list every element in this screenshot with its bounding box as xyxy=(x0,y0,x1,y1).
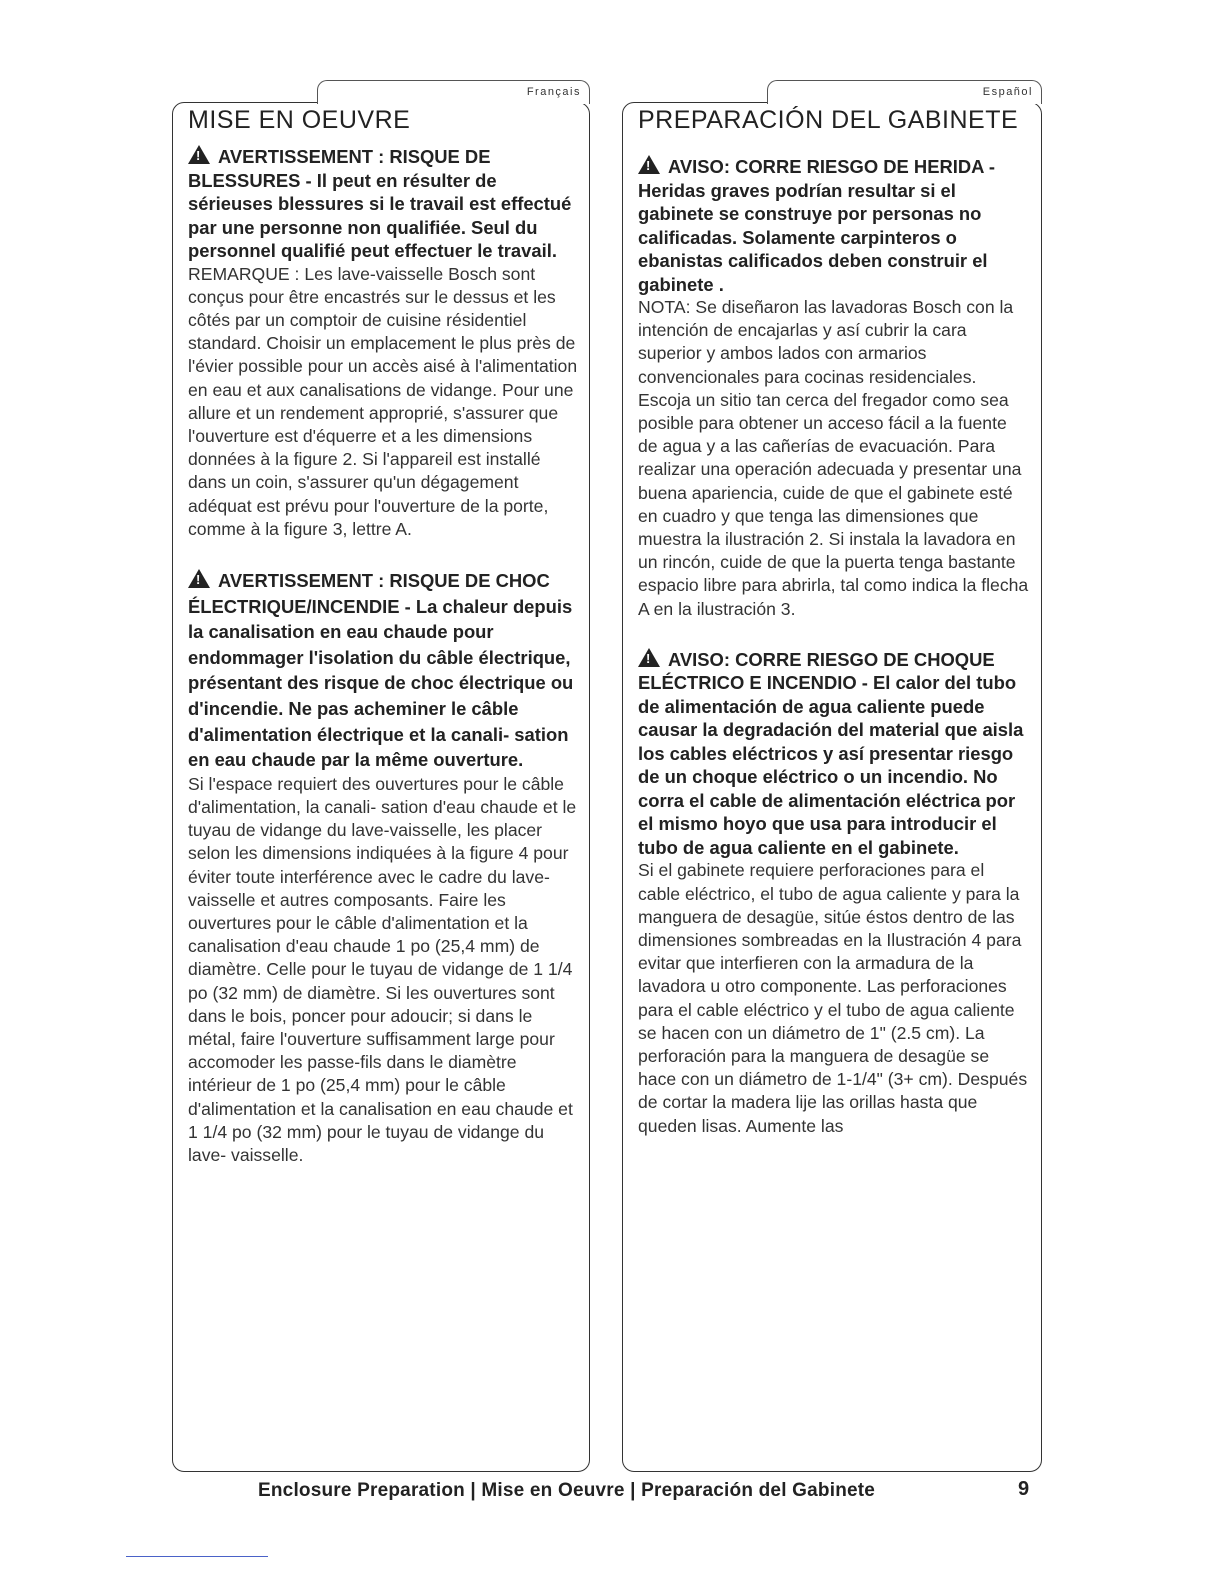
spanish-nota-paragraph: NOTA: Se diseñaron las lavadoras Bosch con la intención de encajarlas y así cubrir la cara superior y ambos lados con armarios convencionales para cocinas residenciales. Escoja un sitio tan cerca del fregador como sea posible para obtener un acceso fácil a la fuente de agua y a las cañerías de evacuación. Para realizar una operación adecuada y presentar una buena apariencia, cuide de que el gabinete esté en cuadro y que tenga las dimensiones que muestra la ilustración 2. Si instala la lavadora en un rincón, cuide de que la puerta tenga bastante espacio libre para abrirla, tal como indica la flecha A en la ilustración 3. xyxy=(638,297,1029,619)
warning-triangle-icon xyxy=(188,569,210,588)
french-electric-warning xyxy=(188,568,580,773)
french-remarque-paragraph: REMARQUE : Les lave-vaisselle Bosch sont conçus pour être encastrés sur le dessus et les côtés par un comptoir de cuisine résidentiel standard. Choisir un emplacement le plus près de l'évier possible pour un accès aisé à l'alimentation en eau et aux canalisations de vidange. Pour une allure et un rendement approprié, s'assurer que l'ouverture est d'équerre et a les dimensions données à la figure 2. Si l'appareil est installé dans un coin, s'assurer qu'un dégagement adéquat est prévu pour l'ouverture de la porte, comme à la figure 3, lettre A. xyxy=(188,263,578,539)
french-injury-warning xyxy=(188,145,580,263)
spanish-language-tab: Español xyxy=(767,80,1042,104)
french-language-tab: Français xyxy=(317,80,590,104)
warning-triangle-icon xyxy=(638,155,660,174)
spanish-content xyxy=(638,155,1030,1138)
french-injury-warning-text: AVERTISSEMENT : RISQUE DE BLESSURES - Il peut en résulter de sérieuses blessures si le travail est effectué par une personne non qualifiée. Seul du personnel qualifié peut effectuer le travail. xyxy=(188,146,572,261)
french-content xyxy=(188,145,580,1167)
spanish-perforations-paragraph: Si el gabinete requiere perforaciones para el cable eléctrico, el tubo de agua caliente y para la manguera de desagüe, sitúe éstos dentro de las dimensiones sombreadas en la Ilustración 4 para evitar que interfieren con la armadura de la lavadora u otro componente. Las perforaciones para el cable eléctrico y el tubo de agua caliente se hacen con un diámetro de 1" (2.5 cm). La perforación para la manguera de desagüe se hace con un diámetro de 1-1/4" (3+ cm). Después de cortar la madera lije las orillas hasta que queden lisas. Aumente las xyxy=(638,860,1028,1136)
spanish-injury-warning xyxy=(638,155,1030,296)
french-electric-warning-text: AVERTISSEMENT : RISQUE DE CHOC ÉLECTRIQUE/INCENDIE - La chaleur depuis la canalisation en eau chaude pour endommager l'isolation du câble électrique, présentant des risque de choc électrique ou d'incendie. Ne pas acheminer le câble d'alimentation électrique et la canali- sation en eau chaude par la même ouverture. xyxy=(188,569,574,771)
spanish-injury-warning-text: AVISO: CORRE RIESGO DE HERIDA - Heridas graves podrían resultar si el gabinete se construye por personas no calificadas. Solamente carpinteros o ebanistas calificados deben construir el gabinete . xyxy=(638,156,995,295)
spanish-electric-warning xyxy=(638,648,1030,860)
spanish-section-title: PREPARACIÓN DEL GABINETE xyxy=(638,106,1019,134)
page-footer: Enclosure Preparation | Mise en Oeuvre | Preparación del Gabinete xyxy=(258,1480,876,1501)
warning-triangle-icon xyxy=(188,145,210,164)
spanish-electric-warning-text: AVISO: CORRE RIESGO DE CHOQUE ELÉCTRICO E INCENDIO - El calor del tubo de alimentación de agua caliente puede causar la degradación del material que aisla los cables eléctricos y así presentar riesgo de un choque eléctrico o un incendio. No corra el cable de alimentación eléctrica por el mismo hoyo que usa para introducir el tubo de agua caliente en el gabinete. xyxy=(638,648,1024,858)
french-openings-paragraph: Si l'espace requiert des ouvertures pour le câble d'alimentation, la canali- sation d'eau chaude et le tuyau de vidange du lave-vaisselle, les placer selon les dimensions indiquées à la figure 4 pour éviter toute interférence avec le cadre du lave-vaisselle et autres composants. Faire les ouvertures pour le câble d'alimentation et la canalisation d'eau chaude 1 po (25,4 mm) de diamètre. Celle pour le tuyau de vidange de 1 1/4 po (32 mm) de diamètre. Si les ouvertures sont dans le bois, poncer pour adoucir; si dans le métal, faire l'ouverture suffisamment large pour accomoder les passe-fils dans le diamètre intérieur de 1 po (25,4 mm) pour le câble d'alimentation et la canalisation en eau chaude et 1 1/4 po (32 mm) pour le tuyau de vidange du lave- vaisselle. xyxy=(188,773,577,1165)
page-number: 9 xyxy=(1018,1478,1030,1500)
warning-triangle-icon xyxy=(638,648,660,667)
bottom-rule xyxy=(126,1556,268,1557)
french-section-title: MISE EN OEUVRE xyxy=(188,106,411,134)
